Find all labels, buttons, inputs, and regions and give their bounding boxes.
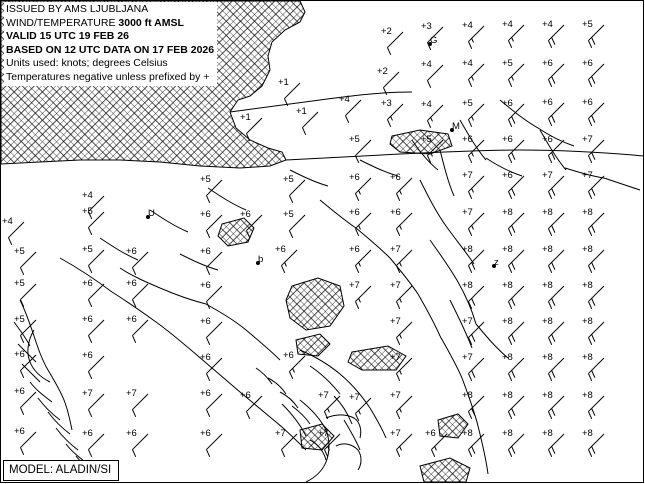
temperature-label: +8 — [582, 207, 593, 218]
temperature-label: +7 — [462, 207, 473, 218]
temperature-label: +7 — [318, 428, 329, 439]
temperature-label: +8 — [542, 244, 553, 255]
temperature-label: +6 — [502, 170, 513, 181]
temperature-label: +4 — [542, 19, 553, 30]
temperature-label: +6 — [14, 386, 25, 397]
temperature-label: +5 — [14, 246, 25, 257]
temperature-label: +8 — [582, 280, 593, 291]
temperature-label: +8 — [542, 352, 553, 363]
temperature-label: +6 — [14, 426, 25, 437]
temperature-label: +8 — [462, 244, 473, 255]
temperature-label: +6 — [200, 246, 211, 257]
temperature-label: +5 — [200, 174, 211, 185]
temperature-label: +8 — [502, 390, 513, 401]
temperature-label: +5 — [82, 244, 93, 255]
temperature-label: +7 — [462, 170, 473, 181]
temperature-label: +5 — [14, 278, 25, 289]
temperature-label: +7 — [275, 428, 286, 439]
station-label: M — [452, 121, 460, 132]
temperature-label: +6 — [82, 278, 93, 289]
temperature-label: +7 — [582, 134, 593, 145]
temperature-label: +6 — [240, 390, 251, 401]
temperature-label: +5 — [462, 98, 473, 109]
temperature-label: +1 — [296, 106, 307, 117]
temperature-label: +7 — [349, 280, 360, 291]
temperature-label: +6 — [542, 97, 553, 108]
temperature-label: +5 — [14, 314, 25, 325]
temperature-label: +7 — [582, 170, 593, 181]
level-prefix: WIND/TEMPERATURE — [6, 16, 119, 29]
temperature-label: +8 — [582, 316, 593, 327]
temperature-label: +6 — [462, 134, 473, 145]
temperature-label: +8 — [462, 280, 473, 291]
temperature-label: +7 — [390, 428, 401, 439]
station-label: b — [258, 254, 264, 265]
temperature-label: +8 — [542, 316, 553, 327]
temperature-label: +6 — [200, 316, 211, 327]
temperature-label: +6 — [126, 428, 137, 439]
temperature-label: +6 — [542, 58, 553, 69]
temperature-label: +6 — [349, 172, 360, 183]
station-label: G — [430, 35, 438, 46]
temperature-label: +7 — [349, 392, 360, 403]
temperature-label: +6 — [502, 98, 513, 109]
temperature-label: +5 — [349, 134, 360, 145]
temperature-label: +6 — [126, 278, 137, 289]
temperature-label: +5 — [502, 58, 513, 69]
temperature-label: +7 — [462, 352, 473, 363]
temperature-label: +8 — [582, 428, 593, 439]
temperature-label: +6 — [200, 428, 211, 439]
basis-line: BASED ON 12 UTC DATA ON 17 FEB 2026 — [6, 43, 215, 56]
station-label: U — [148, 208, 155, 219]
temperature-label: +4 — [502, 19, 513, 30]
temperature-label: +1 — [240, 112, 251, 123]
level-value: 3000 ft AMSL — [118, 16, 184, 29]
temperature-label: +8 — [542, 390, 553, 401]
temperature-label: +1 — [278, 77, 289, 88]
model-label: MODEL: ALADIN/SI — [9, 464, 112, 476]
temperature-label: +7 — [126, 388, 137, 399]
temperature-label: +6 — [82, 314, 93, 325]
temperature-label: +6 — [283, 350, 294, 361]
temperature-label: +4 — [2, 216, 13, 227]
temperature-label: +4 — [421, 59, 432, 70]
validity-line: VALID 15 UTC 19 FEB 26 — [6, 30, 129, 42]
temperature-label: +6 — [390, 172, 401, 183]
station-label: z — [494, 257, 499, 268]
temperature-label: +8 — [502, 244, 513, 255]
temperature-label: +6 — [582, 58, 593, 69]
temperature-label: +6 — [425, 428, 436, 439]
temperature-label: +8 — [502, 428, 513, 439]
temperature-label: +6 — [126, 314, 137, 325]
temperature-label: +7 — [82, 388, 93, 399]
temperature-note-line: Temperatures negative unless prefixed by + — [6, 70, 210, 83]
temperature-label: +6 — [126, 246, 137, 257]
temperature-label: +2 — [381, 26, 392, 37]
temperature-label: +6 — [200, 209, 211, 220]
temperature-label: +6 — [200, 280, 211, 291]
temperature-label: +8 — [582, 390, 593, 401]
temperature-label: +5 — [582, 19, 593, 30]
temperature-label: +8 — [582, 352, 593, 363]
temperature-label: +6 — [200, 388, 211, 399]
temperature-label: +6 — [582, 97, 593, 108]
temperature-label: +7 — [542, 170, 553, 181]
temperature-label: +8 — [462, 390, 473, 401]
temperature-label: +8 — [502, 207, 513, 218]
temperature-label: +3 — [421, 21, 432, 32]
temperature-label: +6 — [502, 134, 513, 145]
temperature-label: +7 — [390, 352, 401, 363]
temperature-label: +5 — [421, 134, 432, 145]
temperature-label: +4 — [462, 58, 473, 69]
temperature-label: +8 — [582, 244, 593, 255]
issuer-line: ISSUED BY AMS LJUBLJANA — [6, 3, 149, 15]
temperature-label: +4 — [421, 99, 432, 110]
level-line — [6, 17, 214, 31]
temperature-label: +4 — [82, 190, 93, 201]
temperature-label: +6 — [275, 244, 286, 255]
temperature-label: +8 — [462, 428, 473, 439]
temperature-label: +7 — [390, 280, 401, 291]
temperature-label: +6 — [390, 207, 401, 218]
temperature-label: +7 — [390, 390, 401, 401]
temperature-label: +6 — [542, 134, 553, 145]
temperature-label: +5 — [82, 206, 93, 217]
temperature-label: +8 — [542, 207, 553, 218]
temperature-label: +6 — [82, 350, 93, 361]
temperature-label: +8 — [502, 316, 513, 327]
temperature-label: +8 — [542, 428, 553, 439]
temperature-label: +8 — [502, 352, 513, 363]
temperature-label: +6 — [240, 209, 251, 220]
temperature-label: +6 — [349, 207, 360, 218]
temperature-label: +7 — [462, 316, 473, 327]
temperature-label: +7 — [390, 244, 401, 255]
temperature-label: +2 — [377, 66, 388, 77]
temperature-label: +7 — [390, 316, 401, 327]
temperature-label: +5 — [283, 209, 294, 220]
units-line: Units used: knots; degrees Celsius — [6, 57, 168, 69]
temperature-label: +5 — [283, 174, 294, 185]
temperature-label: +4 — [339, 94, 350, 105]
temperature-label: +6 — [14, 349, 25, 360]
temperature-label: +8 — [502, 280, 513, 291]
temperature-label: +6 — [349, 244, 360, 255]
temperature-label: +3 — [381, 98, 392, 109]
chart-header — [4, 2, 217, 86]
temperature-label: +6 — [200, 352, 211, 363]
model-label-box — [3, 460, 119, 481]
temperature-label: +6 — [82, 428, 93, 439]
temperature-label: +8 — [542, 280, 553, 291]
temperature-label: +4 — [462, 20, 473, 31]
temperature-label: +7 — [318, 390, 329, 401]
